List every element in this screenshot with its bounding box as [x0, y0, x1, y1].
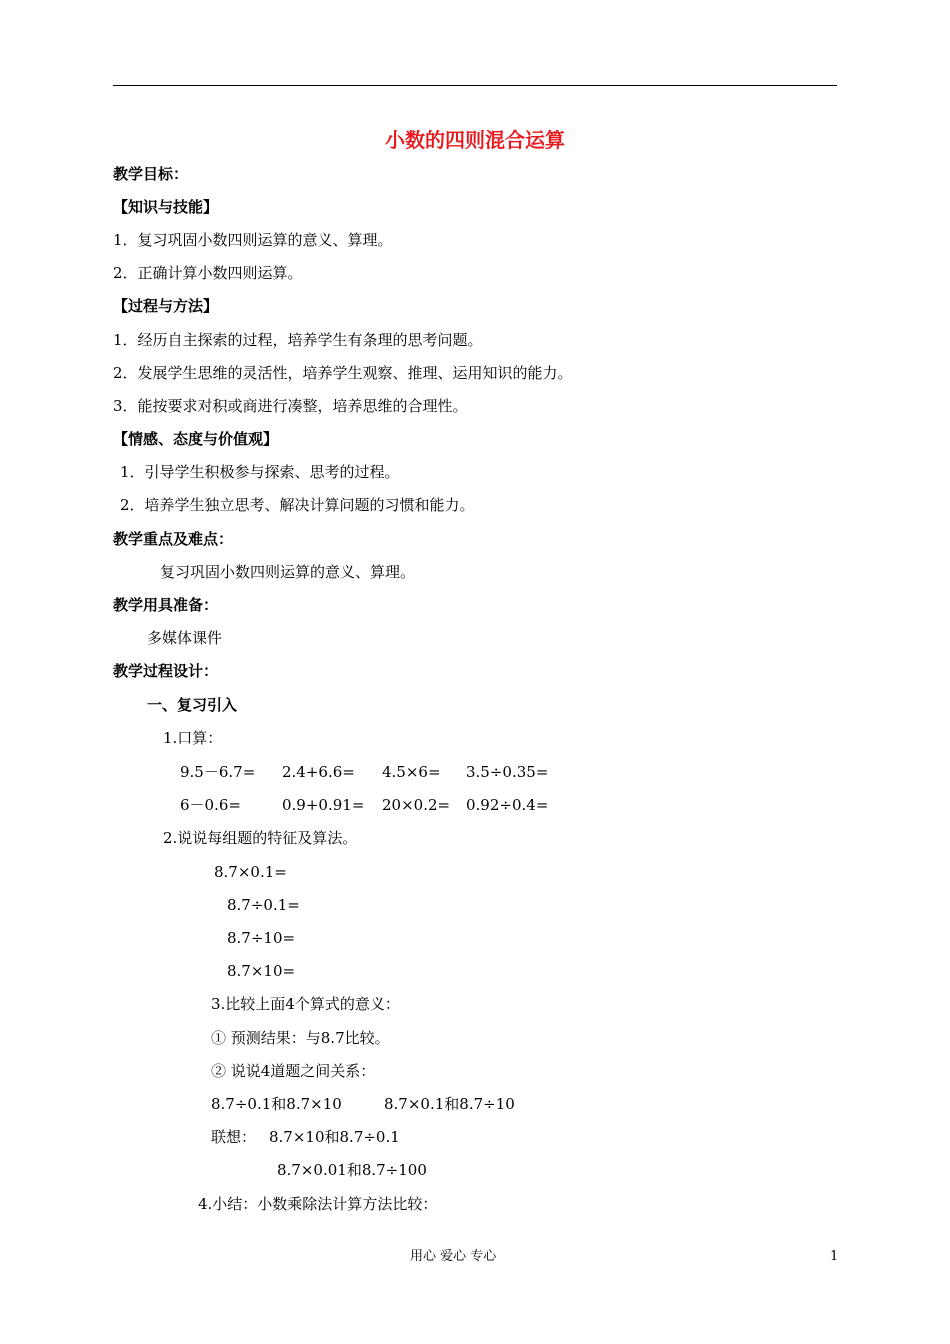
- assoc-label: 联想：: [211, 1128, 257, 1146]
- oral-problem: 6－0.6=: [180, 796, 241, 814]
- step2-label: 2.说说每组题的特征及算法。: [163, 829, 358, 847]
- assoc-line-1: 8.7×10和8.7÷0.1: [269, 1128, 400, 1146]
- knowledge-item-1: 1．复习巩固小数四则运算的意义、算理。: [113, 231, 393, 249]
- design-heading: 教学过程设计：: [113, 662, 219, 680]
- oral-label: 1.口算：: [163, 729, 223, 747]
- relation-pair: 8.7÷0.1和8.7×10: [211, 1095, 342, 1113]
- step3-item-2: ② 说说4道题之间关系：: [211, 1062, 376, 1080]
- tools-heading: 教学用具准备：: [113, 596, 219, 614]
- key-points-heading: 教学重点及难点：: [113, 530, 234, 548]
- oral-problem: 9.5－6.7=: [180, 763, 256, 781]
- group-problem: 8.7÷0.1=: [227, 896, 300, 914]
- footer-slogan: 用心 爱心 专心: [410, 1249, 497, 1264]
- oral-problem: 0.9+0.91=: [282, 796, 365, 814]
- emotion-item-2: 2．培养学生独立思考、解决计算问题的习惯和能力。: [120, 496, 475, 514]
- step3-item-1: ① 预测结果：与8.7比较。: [211, 1029, 390, 1047]
- relation-pair: 8.7×0.1和8.7÷10: [384, 1095, 515, 1113]
- assoc-line-2: 8.7×0.01和8.7÷100: [277, 1161, 427, 1179]
- group-problem: 8.7÷10=: [227, 929, 296, 947]
- step3-label: 3.比较上面4个算式的意义：: [211, 995, 400, 1013]
- header-rule: [113, 85, 837, 86]
- emotion-heading: 【情感、态度与价值观】: [113, 430, 279, 448]
- knowledge-item-2: 2．正确计算小数四则运算。: [113, 264, 303, 282]
- document-title: 小数的四则混合运算: [385, 128, 565, 152]
- oral-problem: 0.92÷0.4=: [466, 796, 549, 814]
- process-item-1: 1．经历自主探索的过程，培养学生有条理的思考问题。: [113, 331, 483, 349]
- process-item-2: 2．发展学生思维的灵活性，培养学生观察、推理、运用知识的能力。: [113, 364, 573, 382]
- oral-problem: 3.5÷0.35=: [466, 763, 549, 781]
- page-number: 1: [830, 1249, 839, 1264]
- knowledge-heading: 【知识与技能】: [113, 198, 219, 216]
- group-problem: 8.7×10=: [227, 962, 296, 980]
- emotion-item-1: 1．引导学生积极参与探索、思考的过程。: [120, 463, 400, 481]
- oral-problem: 20×0.2=: [382, 796, 451, 814]
- oral-problem: 4.5×6=: [382, 763, 441, 781]
- step4-label: 4.小结：小数乘除法计算方法比较：: [198, 1195, 438, 1213]
- objectives-heading: 教学目标：: [113, 165, 189, 183]
- oral-problem: 2.4+6.6=: [282, 763, 355, 781]
- tools-text: 多媒体课件: [147, 629, 223, 647]
- key-points-text: 复习巩固小数四则运算的意义、算理。: [160, 563, 416, 581]
- process-heading: 【过程与方法】: [113, 297, 219, 315]
- section1-heading: 一、复习引入: [147, 696, 238, 714]
- process-item-3: 3．能按要求对积或商进行凑整，培养思维的合理性。: [113, 397, 468, 415]
- group-problem: 8.7×0.1=: [214, 863, 287, 881]
